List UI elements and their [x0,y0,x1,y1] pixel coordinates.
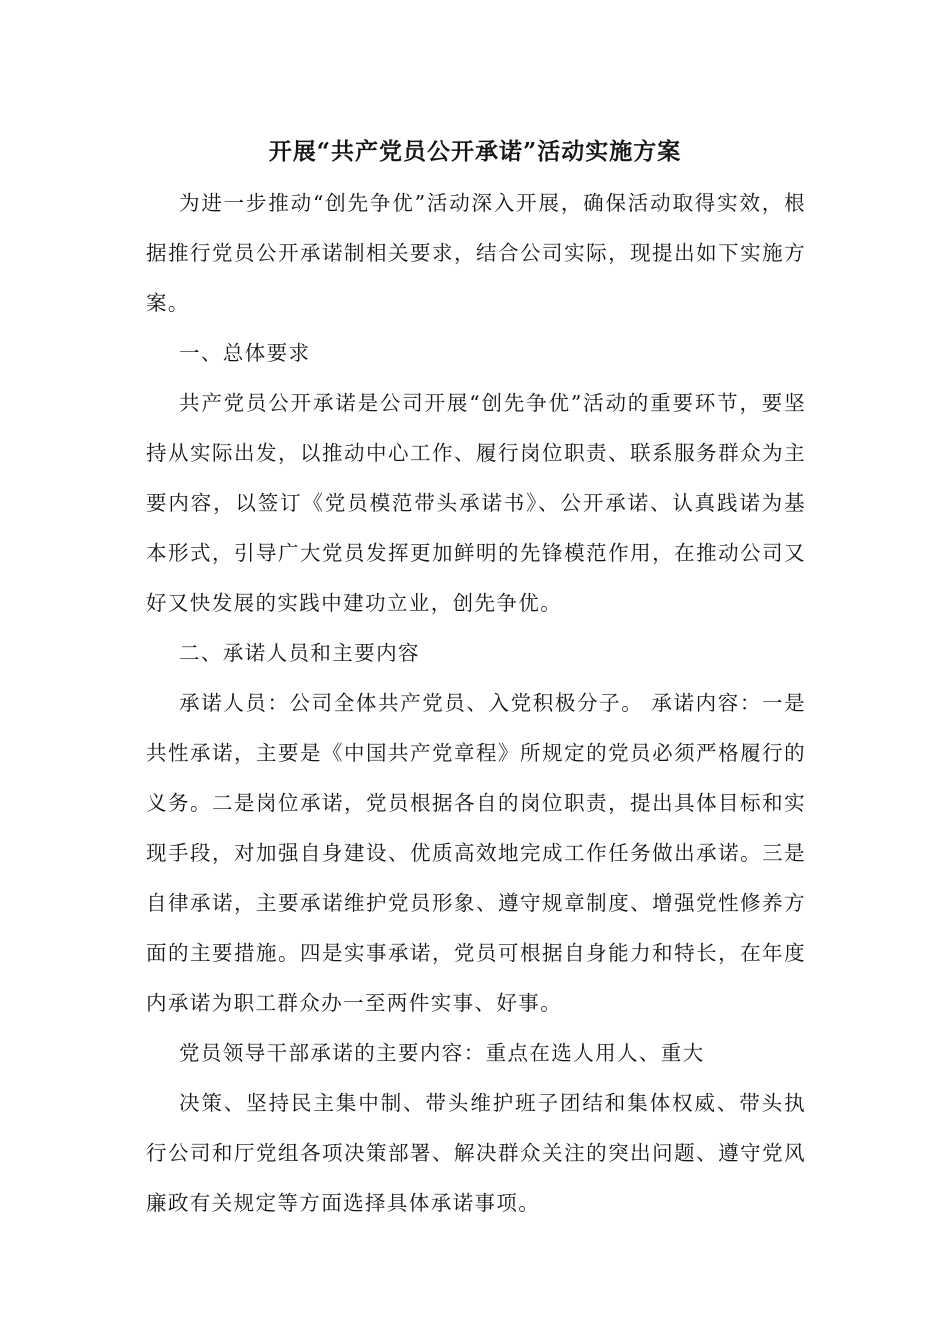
section-1-paragraph: 共产党员公开承诺是公司开展“创先争优”活动的重要环节，要坚持从实际出发，以推动中心工作、履行岗位职责、联系服务群众为主要内容，以签订《党员模范带头承诺书》、公开承诺、认真践诺为基本形式，引导广大党员发挥更加鲜明的先锋模范作用，在推动公司又好又快发展的实践中建功立业，创先争优。 [146,391,806,615]
section-2-heading: 二、承诺人员和主要内容 [179,641,420,665]
section-1-heading: 一、总体要求 [179,341,311,365]
intro-paragraph: 为进一步推动“创先争优”活动深入开展，确保活动取得实效，根据推行党员公开承诺制相关要求，结合公司实际，现提出如下实施方案。 [146,191,806,315]
leaders-intro-line: 党员领导干部承诺的主要内容：重点在选人用人、重大 [179,1041,705,1065]
section-2-paragraph: 承诺人员：公司全体共产党员、入党积极分子。 承诺内容：一是共性承诺，主要是《中国共产党章程》所规定的党员必须严格履行的义务。二是岗位承诺，党员根据各自的岗位职责，提出具体目标和实现手段，对加强自身建设、优质高效地完成工作任务做出承诺。三是自律承诺，主要承诺维护党员形象、遵守规章制度、增强党性修养方面的主要措施。四是实事承诺，党员可根据自身能力和特长，在年度内承诺为职工群众办一至两件实事、好事。 [146,691,806,1015]
leaders-paragraph: 决策、坚持民主集中制、带头维护班子团结和集体权威、带头执行公司和厅党组各项决策部署、解决群众关注的突出问题、遵守党风廉政有关规定等方面选择具体承诺事项。 [146,1091,806,1215]
document-body [146,178,806,1228]
document-title: 开展“共产党员公开承诺”活动实施方案 [268,138,682,165]
